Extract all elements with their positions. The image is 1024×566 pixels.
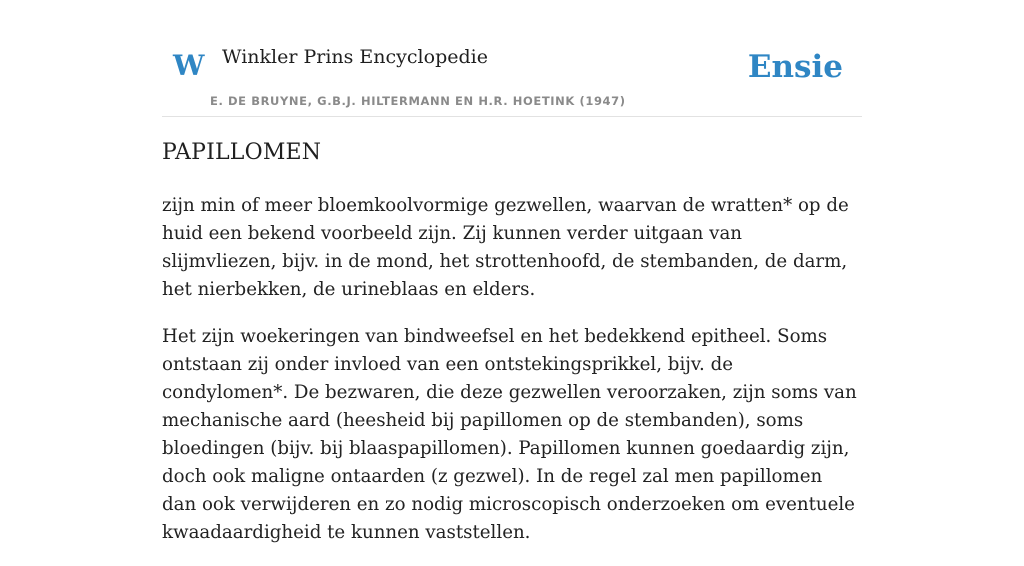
book-authors: E. DE BRUYNE, G.B.J. HILTERMANN EN H.R. HOETINK (1947) xyxy=(210,94,626,108)
source-header xyxy=(162,0,862,117)
encyclopedia-logo-icon[interactable]: W xyxy=(173,49,205,82)
ensie-brand-logo[interactable]: Ensie xyxy=(747,49,843,85)
entry-title: PAPILLOMEN xyxy=(162,140,322,165)
entry-body xyxy=(162,192,862,566)
book-title[interactable]: Winkler Prins Encyclopedie xyxy=(222,46,488,68)
content-container xyxy=(162,0,862,543)
entry-paragraph: Het zijn woekeringen van bindweefsel en het bedekkend epitheel. Soms ontstaan zij onder invloed van een ontstekingsprikkel, bijv. de condylomen*. De bezwaren, die deze gezwellen veroorzaken, zijn soms van mechanische aard (heesheid bij papillomen op de stembanden), soms bloedingen (bijv. bij blaaspapillomen). Papillomen kunnen goedaardig zijn, doch ook maligne ontaarden (z gezwel). In de regel zal men papillomen dan ook verwijderen en zo nodig microscopisch onderzoeken om eventuele kwaadaardigheid te kunnen vaststellen. xyxy=(162,326,857,543)
entry-paragraph: zijn min of meer bloemkoolvormige gezwellen, waarvan de wratten* op de huid een bekend voorbeeld zijn. Zij kunnen verder uitgaan van slijmvliezen, bijv. in de mond, het strottenhoofd, de stembanden, de darm, het nierbekken, de urineblaas en elders. xyxy=(162,195,849,300)
